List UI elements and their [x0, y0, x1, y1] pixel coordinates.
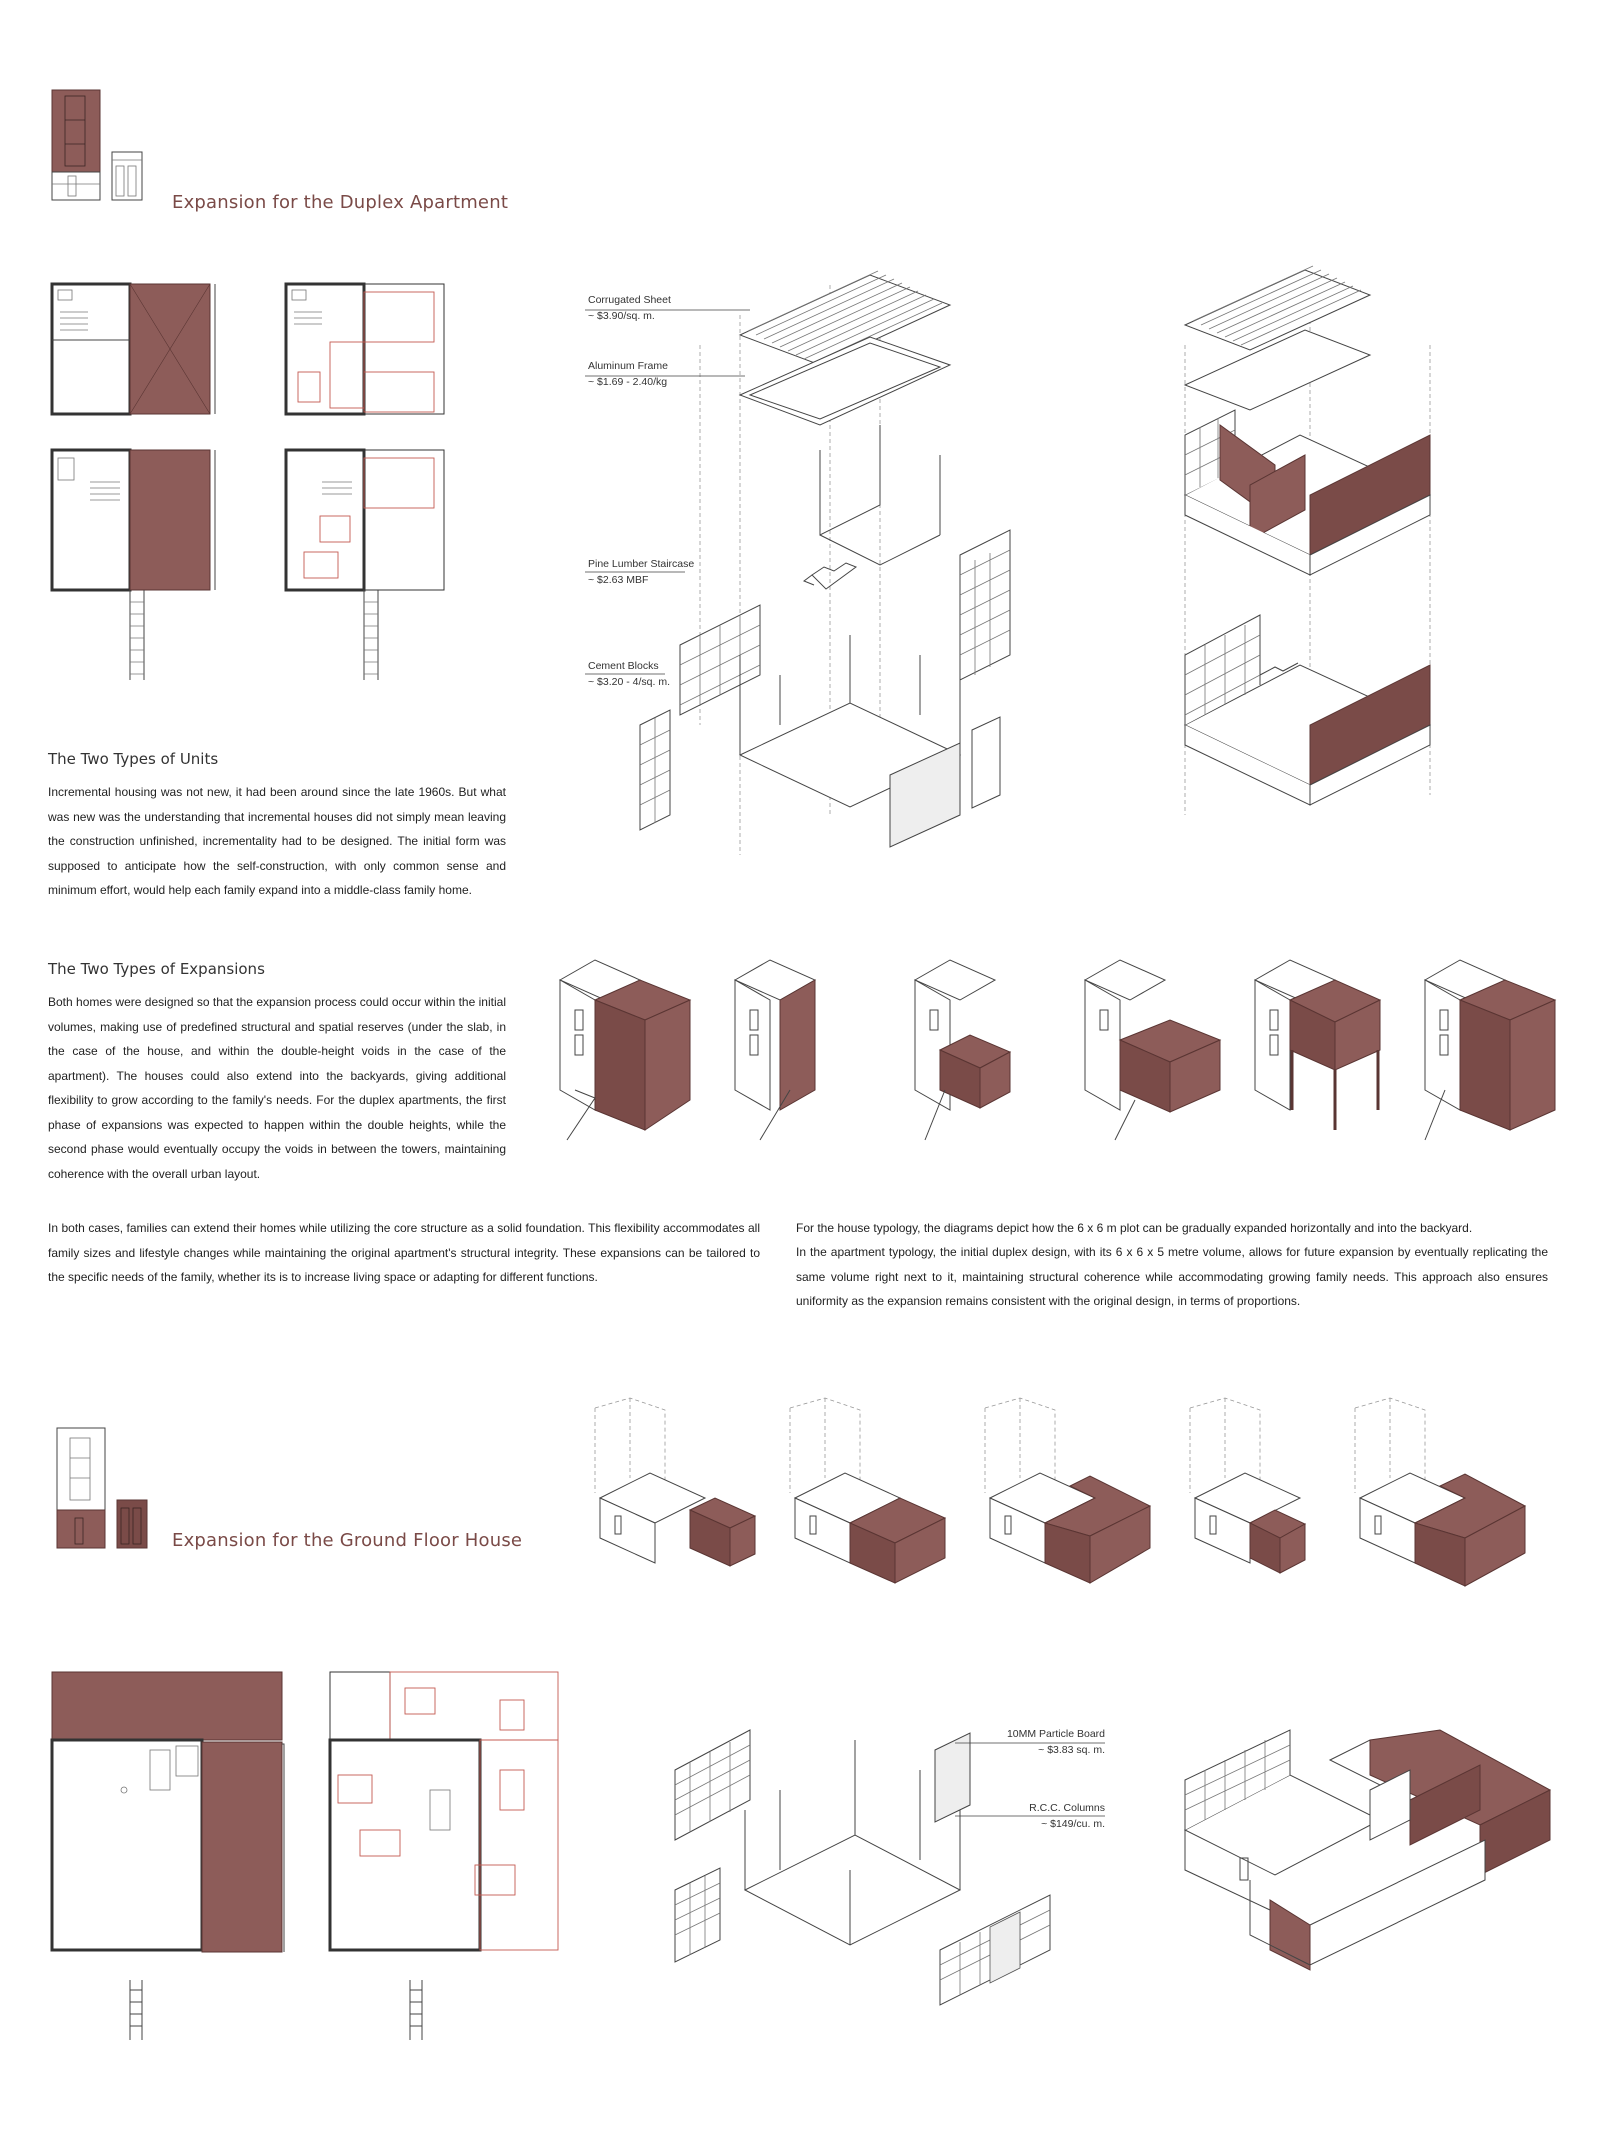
material-label-particle-board: 10MM Particle Board ~ $3.83 sq. m.	[1006, 1728, 1105, 1756]
house-thumbnail	[55, 1428, 155, 1550]
duplex-expansion-stages	[555, 940, 1555, 1140]
house-stage-5	[1355, 1398, 1525, 1586]
units-heading: The Two Types of Units	[48, 750, 219, 768]
house-stage-4	[1190, 1398, 1305, 1573]
duplex-assembled-axonometric	[1180, 255, 1440, 835]
paragraph-right-1: For the house typology, the diagrams depict how the 6 x 6 m plot can be gradually expanded horizontally and into the backyard.	[796, 1221, 1473, 1235]
material-label-corrugated-sheet: Corrugated Sheet ~ $3.90/sq. m.	[588, 294, 671, 322]
section-title-duplex: Expansion for the Duplex Apartment	[172, 192, 509, 213]
material-label-cement-blocks: Cement Blocks ~ $3.20 - 4/sq. m.	[588, 660, 671, 688]
section-title-house: Expansion for the Ground Floor House	[172, 1530, 523, 1551]
house-floor-plans	[50, 1670, 570, 2050]
stage-1	[560, 960, 690, 1140]
material-label-rcc-columns: R.C.C. Columns ~ $149/cu. m.	[1029, 1802, 1105, 1830]
duplex-floor-plans	[50, 282, 460, 682]
house-label-leaders	[955, 1740, 1115, 1830]
material-label-pine-staircase: Pine Lumber Staircase ~ $2.63 MBF	[588, 558, 695, 586]
paragraph-right-2: In the apartment typology, the initial duplex design, with its 6 x 6 x 5 metre volume, allows for future expansion by eventually replicating the same volume right next to it, maintaining structural coherence while accommodating growing family needs. This approach also ensures uniformity as the expansion remains consistent with the original design, in terms of proportions.	[796, 1245, 1548, 1308]
paragraph-left: In both cases, families can extend their homes while utilizing the core structure as a solid foundation. This flexibility accommodates all family sizes and lifestyle changes while maintaining the original apartment's structural integrity. These expansions can be tailored to the specific needs of the family, whether its is to increase living space or adapting for different functions.	[48, 1221, 760, 1284]
material-label-aluminum-frame: Aluminum Frame ~ $1.69 - 2.40/kg	[588, 360, 668, 388]
house-stage-1	[595, 1398, 755, 1566]
house-assembled-axonometric	[1180, 1730, 1560, 2000]
units-body: Incremental housing was not new, it had been around since the late 1960s. But what was new was the understanding that incremental houses did not simply mean leaving the construction unfinished, incrementality had to be designed. The initial form was supposed to anticipate how the self-construction, with only common sense and minimum effort, would help each family expand into a middle-class family home.	[48, 785, 506, 897]
house-expansion-stages	[590, 1398, 1550, 1598]
duplex-thumbnail	[50, 90, 150, 210]
stage-4	[1085, 960, 1220, 1140]
stage-2	[735, 960, 815, 1140]
stage-5	[1255, 960, 1380, 1130]
house-stage-2	[790, 1398, 945, 1583]
expansions-heading: The Two Types of Expansions	[48, 960, 265, 978]
stage-6	[1425, 960, 1555, 1140]
stage-3	[915, 960, 1010, 1140]
house-stage-3	[985, 1398, 1150, 1583]
expansions-body: Both homes were designed so that the expansion process could occur within the initial volumes, making use of predefined structural and spatial reserves (under the slab, in the case of the house, and within the double-height voids in the case of the apartment). The houses could also extend into the backyards, giving additional flexibility to grow according to the family's needs. For the duplex apartments, the first phase of expansions was expected to happen within the double heights, while the second phase would eventually occupy the voids in between the towers, maintaining coherence with the overall urban layout.	[48, 995, 506, 1181]
apartment-label-leaders	[585, 300, 765, 700]
